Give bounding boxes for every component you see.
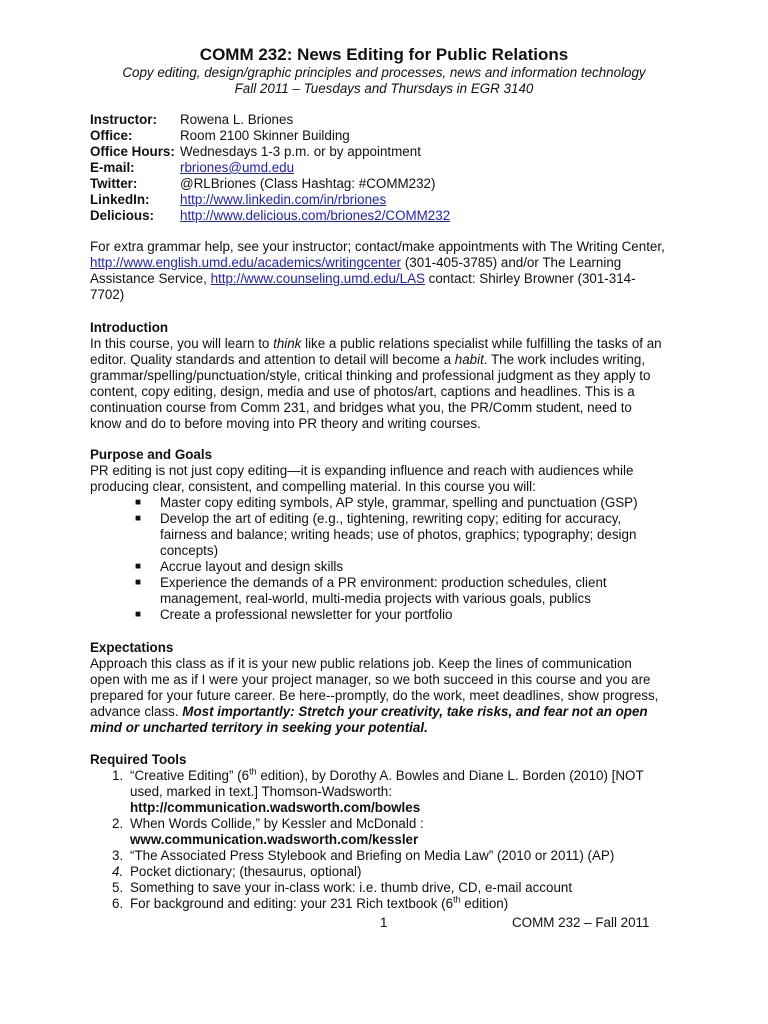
info-row-office-hours: [90, 144, 450, 160]
item-number: 4.: [112, 864, 124, 879]
goal-text: Develop the art of editing (e.g., tightening, rewriting copy; editing for accuracy, fairness and balance; writing heads; use of photos, graphics; typography; design concepts): [160, 511, 637, 558]
info-value: Room 2100 Skinner Building: [180, 128, 350, 143]
expectations-emphasis: Most importantly: Stretch your creativity, take risks, and fear not an open mind or uncharted territory in seeking your potential.: [90, 704, 648, 735]
info-value: @RLBriones (Class Hashtag: #COMM232): [180, 176, 436, 191]
goal-text: Master copy editing symbols, AP style, grammar, spelling and punctuation (GSP): [160, 495, 638, 510]
introduction-text: [90, 336, 665, 432]
tool-text: “Creative Editing” (6: [130, 768, 250, 783]
list-item: [90, 511, 665, 559]
tool-text: Something to save your in-class work: i.e. thumb drive, CD, e-mail account: [130, 880, 573, 895]
item-number: 6.: [112, 896, 124, 911]
goal-text: Accrue layout and design skills: [160, 559, 344, 574]
footer-text: COMM 232 – Fall 2011: [512, 915, 650, 930]
bullet-icon: ■: [135, 513, 142, 524]
bowles-url: http://communication.wadsworth.com/bowles: [130, 800, 421, 815]
intro-text-part: . The work includes writing, grammar/spelling/punctuation/style, critical thinking and professional judgment as they apply to content, copy editing, design, media and use of photos/art, captions and headlines. This is a continuation course from Comm 231, and bridges what you, the PR/Comm student, need to know and do to before moving into PR theory and writing courses.: [90, 352, 651, 431]
info-label: Instructor:: [90, 112, 157, 127]
item-number: 5.: [112, 880, 124, 895]
grammar-help-paragraph: [90, 239, 665, 303]
info-row-instructor: [90, 112, 450, 128]
intro-text-part: like a public relations specialist while fulfilling the tasks of an editor. Quality standards and attention to detail will become a: [90, 336, 662, 367]
list-item: [90, 575, 665, 607]
course-schedule: Fall 2011 – Tuesdays and Thursdays in EGR 3140: [234, 81, 534, 96]
writing-center-link[interactable]: http://www.english.umd.edu/academics/writingcenter: [90, 255, 402, 270]
tool-text: edition), by Dorothy A. Bowles and Diane L. Borden (2010) [NOT used, marked in text.] Thomson-Wadsworth:: [130, 768, 644, 799]
info-label: Office Hours:: [90, 144, 175, 159]
linkedin-link[interactable]: http://www.linkedin.com/in/rbriones: [180, 192, 387, 207]
tool-text: When Words Collide,” by Kessler and McDonald :: [130, 816, 424, 831]
info-value: Rowena L. Briones: [180, 112, 294, 127]
email-link[interactable]: rbriones@umd.edu: [180, 160, 295, 175]
required-tools-section: [90, 752, 665, 912]
expectations-section: [90, 640, 665, 736]
section-heading: Purpose and Goals: [90, 447, 213, 462]
list-item: [90, 495, 665, 511]
bullet-icon: ■: [135, 561, 142, 572]
purpose-text: PR editing is not just copy editing—it is expanding influence and reach with audiences while producing clear, consistent, and compelling material. In this course you will:: [90, 463, 634, 494]
list-item: [90, 896, 665, 912]
info-row-linkedin: [90, 192, 450, 208]
info-label: Delicious:: [90, 208, 154, 223]
instructor-info: [90, 112, 450, 224]
kessler-url: www.communication.wadsworth.com/kessler: [130, 832, 419, 847]
info-label: E-mail:: [90, 160, 135, 175]
info-label: Twitter:: [90, 176, 138, 191]
grammar-help-text: (301-405-3785) and/or The Learning Assistance Service,: [90, 255, 622, 286]
superscript: th: [453, 894, 461, 905]
list-item: [90, 864, 665, 880]
introduction-section: [90, 320, 665, 432]
list-item: [90, 768, 665, 816]
info-row-delicious: [90, 208, 450, 224]
section-heading: Expectations: [90, 640, 174, 655]
info-row-email: [90, 160, 450, 176]
purpose-section: [90, 447, 665, 623]
item-number: 3.: [112, 848, 124, 863]
info-label: LinkedIn:: [90, 192, 150, 207]
intro-emphasis: think: [273, 336, 302, 351]
list-item: [90, 880, 665, 896]
tool-text: For background and editing: your 231 Rich textbook (6: [130, 896, 454, 911]
intro-emphasis: habit: [454, 352, 484, 367]
section-heading: Required Tools: [90, 752, 187, 767]
tool-text: Pocket dictionary; (thesaurus, optional): [130, 864, 362, 879]
list-item: [90, 559, 665, 575]
item-number: 2.: [112, 816, 124, 831]
info-row-twitter: [90, 176, 450, 192]
grammar-help-text: contact: Shirley Browner (301-314-7702): [90, 271, 636, 302]
list-item: [90, 848, 665, 864]
bullet-icon: ■: [135, 497, 142, 508]
grammar-help-text: For extra grammar help, see your instructor; contact/make appointments with The Writing Center,: [90, 239, 665, 254]
section-heading: Introduction: [90, 320, 169, 335]
delicious-link[interactable]: http://www.delicious.com/briones2/COMM232: [180, 208, 451, 223]
tool-text: edition): [460, 896, 509, 911]
list-item: [90, 816, 665, 848]
item-number: 1.: [112, 768, 124, 783]
goals-list: [90, 495, 665, 623]
course-subtitle: Copy editing, design/graphic principles and processes, news and information technology: [122, 65, 646, 80]
intro-text-part: In this course, you will learn to: [90, 336, 274, 351]
info-value: Wednesdays 1-3 p.m. or by appointment: [180, 144, 421, 159]
tools-list: [90, 768, 665, 912]
superscript: th: [249, 766, 257, 777]
expectations-body: Approach this class as if it is your new public relations job. Keep the lines of communication open with me as if I were your project manager, so we both succeed in this course and you are prepared for your future career. Be here--promptly, do the work, meet deadlines, show progress, advance class.: [90, 656, 659, 719]
expectations-text: [90, 656, 665, 736]
page-title: COMM 232: News Editing for Public Relations: [199, 45, 569, 64]
info-row-office: [90, 128, 450, 144]
bullet-icon: ■: [135, 609, 142, 620]
goal-text: Create a professional newsletter for your portfolio: [160, 607, 453, 622]
tool-text: “The Associated Press Stylebook and Briefing on Media Law” (2010 or 2011) (AP): [130, 848, 615, 863]
list-item: [90, 607, 665, 623]
info-label: Office:: [90, 128, 133, 143]
goal-text: Experience the demands of a PR environment: production schedules, client management, real-world, multi-media projects with various goals, publics: [160, 575, 607, 606]
learning-assistance-link[interactable]: http://www.counseling.umd.edu/LAS: [210, 271, 425, 286]
bullet-icon: ■: [135, 577, 142, 588]
page-number: 1: [380, 915, 388, 930]
